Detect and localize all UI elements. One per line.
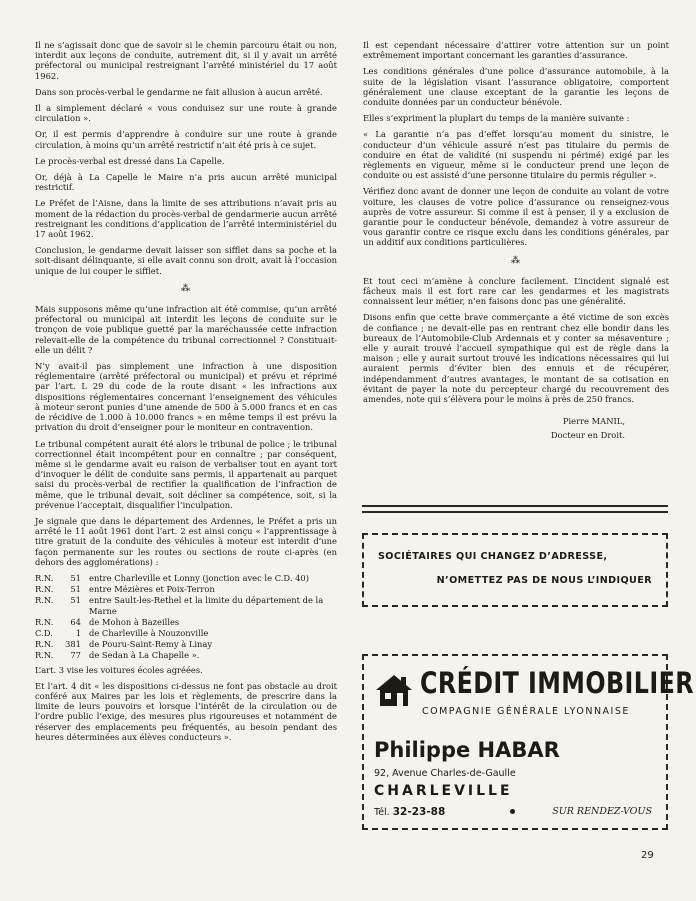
paragraph: Dans son procès-verbal le gendarme ne fait allusion à aucun arrêté. bbox=[35, 86, 323, 97]
route-row bbox=[35, 628, 337, 639]
paragraph: Les conditions générales d’une police d’assurance automobile, à la suite de la législation visant l’assurance obligatoire, comportent généralement une clause exceptant de la garantie les leçons de conduite données par un conducteur bénévole. bbox=[363, 66, 669, 108]
routes-list bbox=[35, 573, 337, 662]
route-num: 51 bbox=[70, 584, 81, 595]
route-row bbox=[35, 650, 337, 661]
section-separator: ⁂ bbox=[181, 283, 191, 294]
route-type: C.D. bbox=[35, 627, 53, 638]
route-desc: de Pouru-Saint-Remy à Linay bbox=[89, 639, 213, 650]
route-row bbox=[35, 639, 337, 650]
agent-address: 92, Avenue Charles-de-Gaulle bbox=[374, 768, 516, 779]
divider bbox=[362, 505, 668, 507]
left-paragraphs bbox=[35, 40, 337, 276]
paragraph: Le Préfet de l’Aisne, dans la limite de ses attributions n’avait pris au moment de la rédaction du procès-verbal de gendarmerie aucun arrêté restreignant les conditions d’application de l’arrêté interministériel du 17 août 1962. bbox=[35, 198, 337, 240]
paragraph: Or, il est permis d’apprendre à conduire sur une route à grande circulation, à moins qu’un arrêté restrictif n’ait été pris à ce sujet. bbox=[35, 129, 337, 150]
agent-city: CHARLEVILLE bbox=[374, 783, 513, 799]
right-paragraphs bbox=[363, 40, 669, 248]
route-desc: de Mohon à Bazeilles bbox=[89, 616, 180, 627]
route-desc: de Sedan à La Chapelle ». bbox=[89, 650, 200, 661]
route-type: R.N. bbox=[35, 616, 54, 627]
route-num: 51 bbox=[70, 572, 81, 583]
right-paragraphs-2 bbox=[363, 276, 669, 404]
paragraph: Il est cependant nécessaire d’attirer votre attention sur un point extrêmement important concernant les garanties d’assurance. bbox=[363, 40, 669, 61]
route-type: R.N. bbox=[35, 572, 54, 583]
signature bbox=[363, 414, 669, 442]
left-column bbox=[35, 40, 337, 748]
route-num: 77 bbox=[70, 650, 81, 661]
brand-name: CRÉDIT IMMOBILIER bbox=[420, 666, 694, 700]
appointment-note: SUR RENDEZ-VOUS bbox=[552, 806, 652, 817]
route-type: R.N. bbox=[35, 595, 54, 606]
section-separator: ⁂ bbox=[511, 255, 521, 266]
route-row bbox=[35, 584, 337, 595]
house-icon bbox=[374, 672, 414, 708]
signature-title: Docteur en Droit. bbox=[550, 430, 625, 441]
credit-immobilier-advert bbox=[362, 654, 694, 830]
paragraph: Disons enfin que cette brave commerçante a été victime de son excès de confiance ; ne devait-elle pas en rentrant chez elle bondir dans les bureaux de l’Automobile-Club Ardennais et y conter sa mésaventure ; elle y aurait trouvé l’accueil sympathique qui est de règle dans la maison ; elle y aurait surtout trouvé les indications nécessaires qui lui auraient permis d’éviter bien des ennuis et de récupérer, indépendamment d’autres avantages, le montant de sa cotisation en évitant de payer la note du percepteur chargé du recouvrement des amendes, note qui s’élèvera pour le moins à près de 250 francs. bbox=[363, 312, 669, 405]
address-change-notice bbox=[362, 533, 668, 607]
route-num: 1 bbox=[75, 627, 81, 638]
phone-number: 32-23-88 bbox=[392, 806, 446, 818]
route-row bbox=[35, 595, 337, 616]
paragraph: Elles s’expriment la pluplart du temps de la manière suivante : bbox=[363, 113, 630, 124]
route-desc: de Charleville à Nouzonville bbox=[89, 627, 209, 638]
paragraph: Et l’art. 4 dit « les dispositions ci-dessus ne font pas obstacle au droit conféré aux Maires par les lois et règlements, de prescrire dans la limite de leurs pouvoirs et lorsque l’intérêt de la circulation ou de l’ordre public l’exige, des mesures plus rigoureuses et notamment de réserver des emplacements peu fréquentés, au besoin pendant des heures déterminées aux élèves conducteurs ». bbox=[35, 680, 337, 742]
paragraph: L’art. 3 vise les voitures écoles agréées. bbox=[35, 664, 203, 675]
left-paragraphs-2 bbox=[35, 304, 337, 567]
route-desc: entre Mézières et Poix-Terron bbox=[89, 584, 215, 595]
paragraph: Vérifiez donc avant de donner une leçon de conduite au volant de votre voiture, les clauses de votre police d’assurance ou renseignez-vous auprès de votre assureur. Si comme il est à penser, il y a exclusion de garantie pour le conducteur bénévole, demandez à votre assureur de vous garantir contre ce risque exclu dans les conditions générales, par un additif aux conditions particulières. bbox=[363, 186, 669, 248]
paragraph: Il a simplement déclaré « vous conduisez sur une route à grande circulation ». bbox=[35, 103, 337, 124]
route-row bbox=[35, 617, 337, 628]
divider bbox=[362, 511, 668, 513]
paragraph: Il ne s’agissait donc que de savoir si le chemin parcouru était ou non, interdit aux leçons de conduite, autrement dit, si il y avait un arrêté préfectoral ou municipal restreignant l’arrêté ministériel du 17 août 1962. bbox=[35, 40, 337, 81]
route-type: R.N. bbox=[35, 584, 54, 595]
paragraph: N’y avait-il pas simplement une infraction à une disposition réglementaire (arrêté préfectoral ou municipal) et prévu et réprimé par l’art. L 29 du code de la route disant « les infractions aux dispositions réglementaires concernant l’enseignement des véhicules à moteur seront punies d’une amende de 500 à 5.000 francs et en cas de récidive de 1.000 à 10.000 francs » en même temps il est prévu la privation du droit d’enseigner pour le moniteur en contravention. bbox=[35, 361, 337, 433]
paragraph: « La garantie n’a pas d’effet lorsqu’au moment du sinistre, le conducteur d’un véhicule assuré n’est pas titulaire du permis de conduire en état de validité (ni suspendu ni périmé) exigé par les règlements en vigueur, même si le conducteur prend une leçon de conduite ou est assisté d’une personne titulaire du permis régulier ». bbox=[363, 129, 669, 181]
paragraph: Or, déjà à La Capelle le Maire n’a pris aucun arrêté municipal restrictif. bbox=[35, 172, 337, 193]
signature-name: Pierre MANIL, bbox=[562, 416, 625, 427]
left-paragraphs-3 bbox=[35, 665, 337, 742]
paragraph: Mais supposons même qu’une infraction ait été commise, qu’un arrêté préfectoral ou municipal ait interdit les leçons de conduite sur le tronçon de voie publique guetté par la maréchaussée cette infraction relevait-elle de la compétence du tribunal correctionnel ? Constituait-elle un délit ? bbox=[35, 304, 337, 355]
agent-name: Philippe HABAR bbox=[374, 738, 560, 762]
paragraph: Le procès-verbal est dressé dans La Capelle. bbox=[35, 155, 225, 166]
page-number: 29 bbox=[641, 850, 654, 861]
right-column bbox=[363, 40, 669, 442]
paragraph: Le tribunal compétent aurait été alors le tribunal de police ; le tribunal correctionnel était incompétent pour en connaître ; par conséquent, même si le gendarme avait eu raison de verbaliser tout en ayant tort d’invoquer le délit de conduite sans permis, il appartenait au parquet saisi du procès-verbal de rectifier la qualification de l’infraction de même, que le tribunal devait, soit décliner sa compétence, soit, si la prévenue l’acceptait, disqualifier l’inculpation. bbox=[35, 438, 337, 510]
route-num: 381 bbox=[65, 639, 81, 650]
route-desc: entre Charleville et Lonny (jonction avec le C.D. 40) bbox=[89, 572, 310, 583]
notice-line-1: SOCIÉTAIRES QUI CHANGEZ D’ADRESSE, bbox=[378, 551, 608, 562]
paragraph: Et tout ceci m’amène à conclure facilement. L’incident signalé est fâcheux mais il est fort rare car les gendarmes et les magistrats connaissent leur métier, n’en faisons donc pas une généralité. bbox=[363, 275, 669, 307]
route-num: 64 bbox=[70, 616, 81, 627]
route-num: 51 bbox=[70, 595, 81, 606]
paragraph: Je signale que dans le département des Ardennes, le Préfet a pris un arrêté le 11 août 1961 dont l’art. 2 est ainsi conçu « l’apprentissage à titre gratuit de la conduite des véhicules à moteur est interdit d’une façon permanente sur les routes ou sections de route ci-après (en dehors des agglomérations) : bbox=[35, 515, 337, 567]
agent-phone bbox=[374, 806, 445, 818]
route-type: R.N. bbox=[35, 650, 54, 661]
route-desc: entre Sault-les-Rethel et la limite du département de la Marne bbox=[89, 595, 324, 616]
brand-subtitle: COMPAGNIE GÉNÉRALE LYONNAISE bbox=[422, 706, 630, 717]
bullet-dot bbox=[510, 809, 515, 814]
phone-label: Tél. bbox=[374, 807, 390, 818]
route-row bbox=[35, 573, 337, 584]
notice-line-2: N’OMETTEZ PAS DE NOUS L’INDIQUER bbox=[436, 575, 652, 586]
route-type: R.N. bbox=[35, 639, 54, 650]
paragraph: Conclusion, le gendarme devait laisser son sifflet dans sa poche et la soit-disant délinquante, si elle avait connu son droit, avait là l’occasion unique de lui couper le sifflet. bbox=[35, 245, 337, 276]
